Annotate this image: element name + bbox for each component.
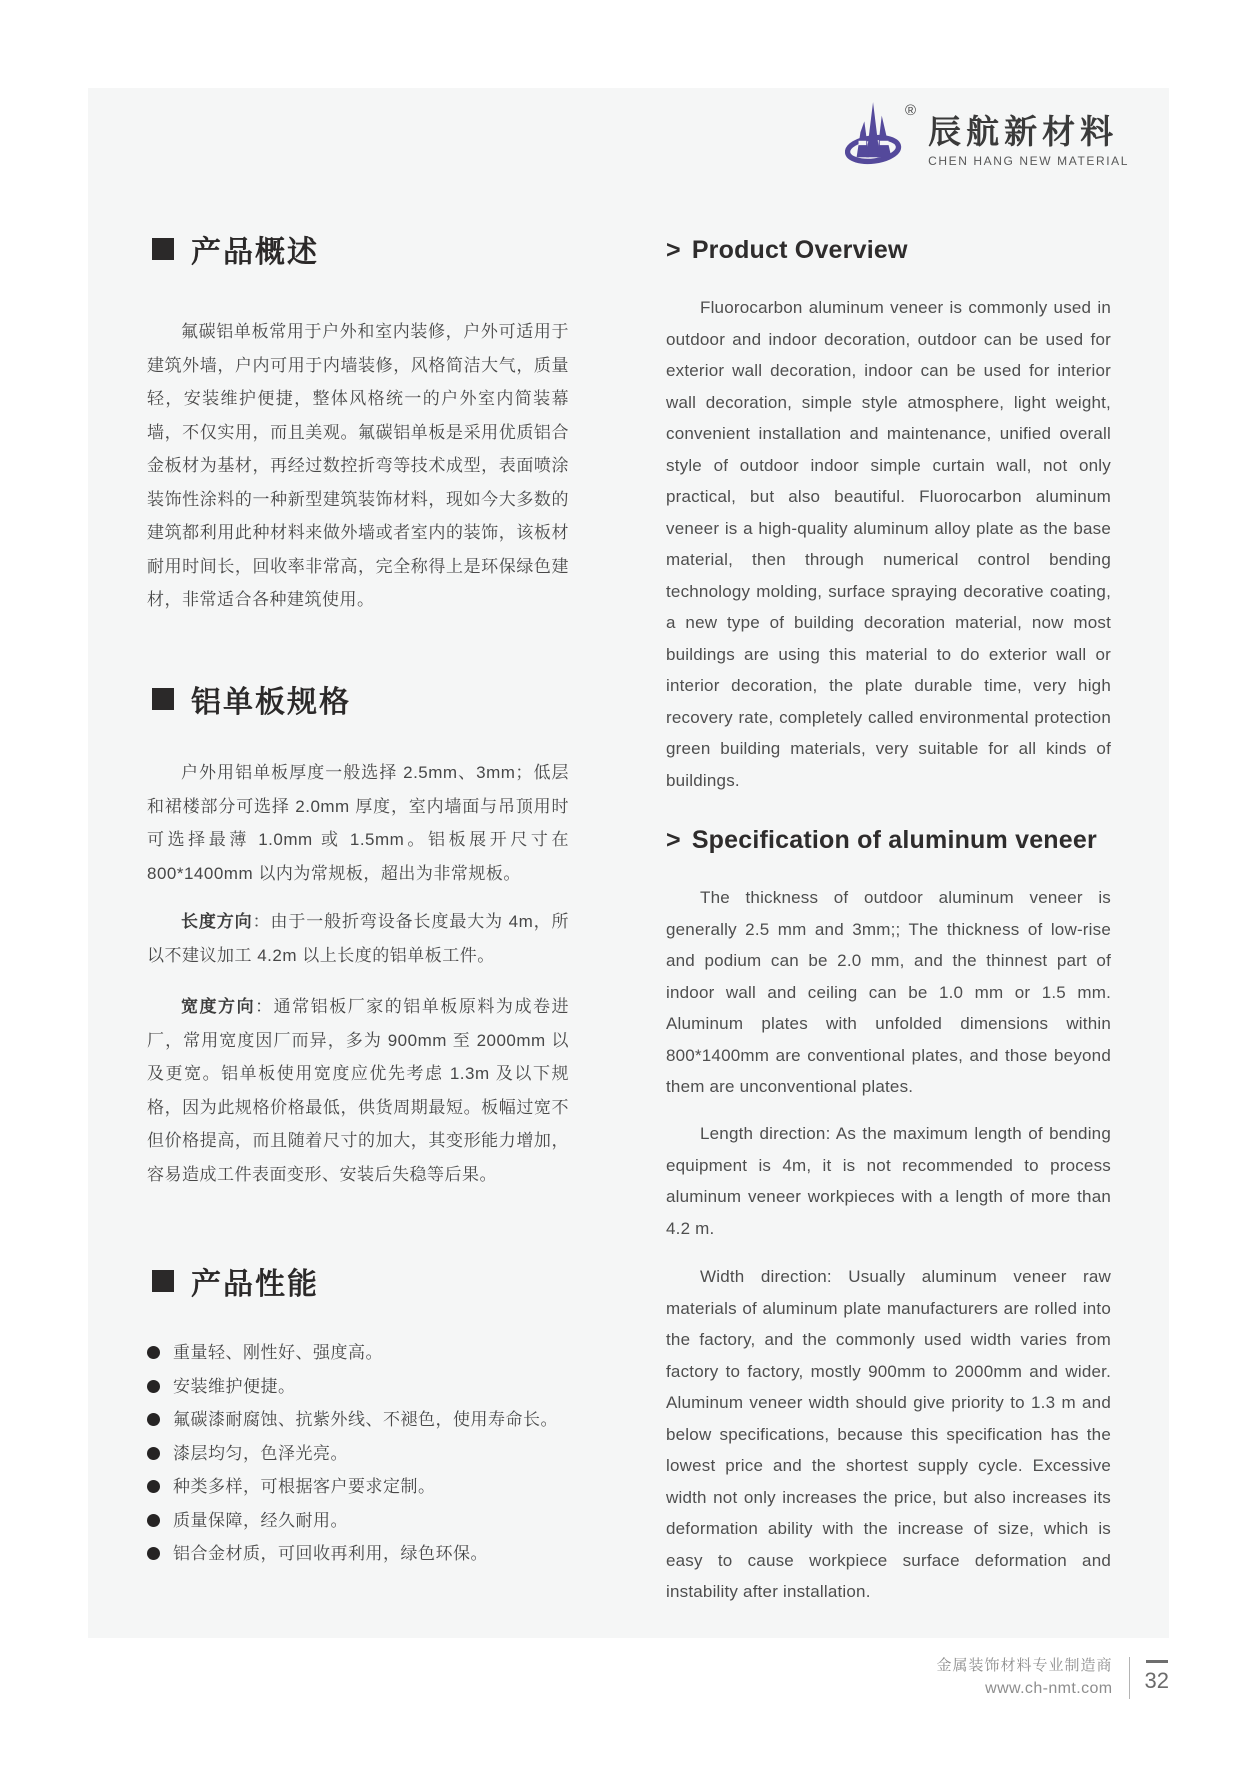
section-title-spec-cn xyxy=(152,677,351,721)
page-footer xyxy=(937,1656,1170,1700)
spec-paragraph-en: The thickness of outdoor aluminum veneer is generally 2.5 mm and 3mm;; The thickness of low-rise and podium can be 2.0 mm, and the thinnest part of indoor wall and ceiling can be 1.0 mm or 1.5 mm. Aluminum plates with unfolded dimensions within 800*1400mm are conventional plates, and those beyond them are unconventional plates. xyxy=(666,888,1111,1096)
list-item: 铝合金材质，可回收再利用，绿色环保。 xyxy=(147,1537,577,1571)
chevron-marker-icon: > xyxy=(666,826,681,854)
section-title-spec-en: > Specification of aluminum veneer xyxy=(666,826,1097,854)
section-title-product-overview-en: > Product Overview xyxy=(666,236,908,264)
list-item: 氟碳漆耐腐蚀、抗紫外线、不褪色，使用寿命长。 xyxy=(147,1403,577,1437)
brand-name-en: CHEN HANG NEW MATERIAL xyxy=(928,154,1130,168)
bullet-dot-icon xyxy=(147,1413,160,1426)
bullet-dot-icon xyxy=(147,1480,160,1493)
brand-name-cn: 辰航新材料 xyxy=(928,113,1119,150)
bullet-dot-icon xyxy=(147,1380,160,1393)
footer-tagline: 金属装饰材料专业制造商 xyxy=(936,1657,1113,1674)
bullet-dot-icon xyxy=(147,1346,160,1359)
list-item: 重量轻、刚性好、强度高。 xyxy=(147,1336,577,1370)
bullet-dot-icon xyxy=(147,1514,160,1527)
footer-divider xyxy=(1129,1657,1130,1699)
section-title-performance-cn xyxy=(152,1259,319,1303)
performance-bullet-list xyxy=(147,1336,577,1571)
section-square-icon xyxy=(152,238,174,260)
list-item: 种类多样，可根据客户要求定制。 xyxy=(147,1470,577,1504)
chevron-marker-icon: > xyxy=(666,236,681,264)
footer-website: www.ch-nmt.com xyxy=(985,1680,1113,1697)
overview-paragraph-cn: 氟碳铝单板常用于户外和室内装修，户外可适用于建筑外墙，户内可用于内墙装修，风格简洁大气，质量轻，安装维护便捷，整体风格统一的户外室内简装幕墙，不仅实用，而且美观。氟碳铝单板是采用优质铝合金板材为基材，再经过数控折弯等技术成型，表面喷涂装饰性涂料的一种新型建筑装饰材料，现如今大多数的建筑都利用此种材料来做外墙或者室内的装饰，该板材耐用时间长，回收率非常高，完全称得上是环保绿色建材，非常适合各种建筑使用。 xyxy=(147,322,569,609)
bullet-dot-icon xyxy=(147,1447,160,1460)
length-direction-paragraph-en: Length direction: As the maximum length of bending equipment is 4m, it is not recommended to process aluminum veneer workpieces with a length of more than 4.2 m. xyxy=(666,1124,1111,1238)
section-square-icon xyxy=(152,688,174,710)
spec-paragraph-cn: 户外用铝单板厚度一般选择 2.5mm、3mm；低层和裙楼部分可选择 2.0mm 厚度，室内墙面与吊顶用时可选择最薄 1.0mm 或 1.5mm。铝板展开尺寸在 800*1400mm 以内为常规板，超出为非常规板。 xyxy=(147,763,569,883)
brand-name-block xyxy=(928,115,1129,168)
bullet-dot-icon xyxy=(147,1547,160,1560)
width-direction-paragraph-cn: 宽度方向：通常铝板厂家的铝单板原料为成卷进厂，常用宽度因厂而异，多为 900mm 至 2000mm 以及更宽。铝单板使用宽度应优先考虑 1.3m 及以下规格，因为此规格价格最低，供货周期最短。板幅过宽不但价格提高，而且随着尺寸的加大，其变形能力增加，容易造成工件表面变形、安装后失稳等后果。 xyxy=(147,997,570,1184)
section-title-text: 铝单板规格 xyxy=(191,686,351,719)
brand-logo xyxy=(845,101,1129,168)
length-direction-paragraph-cn: 长度方向：由于一般折弯设备长度最大为 4m，所以不建议加工 4.2m 以上长度的铝单板工件。 xyxy=(147,912,570,965)
section-title-text: 产品性能 xyxy=(191,1268,319,1301)
section-title-text: 产品概述 xyxy=(191,236,319,269)
paragraph-lead: 宽度方向 xyxy=(181,997,256,1016)
paragraph-lead: 长度方向 xyxy=(181,912,253,931)
list-item: 质量保障，经久耐用。 xyxy=(147,1504,577,1538)
width-direction-paragraph-en: Width direction: Usually aluminum veneer raw materials of aluminum plate manufacturers are rolled into the factory, and the commonly used width varies from factory to factory, mostly 900mm to 2000mm and wider. Aluminum veneer width should give priority to 1.3 m and below specifications, because this specification has the lowest price and the shortest supply cycle. Excessive width not only increases the price, but also increases its deformation ability with the increase of size, which is easy to cause workpiece surface deformation and instability after installation. xyxy=(666,1267,1111,1601)
overview-paragraph-en: Fluorocarbon aluminum veneer is commonly used in outdoor and indoor decoration, outdoor can be used for exterior wall decoration, indoor can be used for interior wall decoration, simple style atmosphere, light weight, convenient installation and maintenance, unified overall style of outdoor indoor simple curtain wall, not only practical, but also beautiful. Fluorocarbon aluminum veneer is a high-quality aluminum alloy plate as the base material, then through numerical control bending technology molding, surface spraying decorative coating, a new type of building decoration material, now most buildings are using this material to do exterior wall or interior decoration, the plate durable time, very high recovery rate, completely called environmental protection green building materials, very suitable for all kinds of buildings. xyxy=(666,298,1111,790)
building-logo-icon xyxy=(845,101,903,167)
registered-trademark-icon: ® xyxy=(905,102,917,119)
page-number-dash-icon xyxy=(1146,1660,1168,1663)
footer-text-block xyxy=(937,1656,1113,1700)
section-title-product-overview-cn xyxy=(152,227,319,271)
list-item: 漆层均匀，色泽光亮。 xyxy=(147,1437,577,1471)
section-square-icon xyxy=(152,1270,174,1292)
page-number: 32 xyxy=(1144,1668,1169,1693)
page-number-block xyxy=(1145,1656,1169,1700)
list-item: 安装维护便捷。 xyxy=(147,1370,577,1404)
